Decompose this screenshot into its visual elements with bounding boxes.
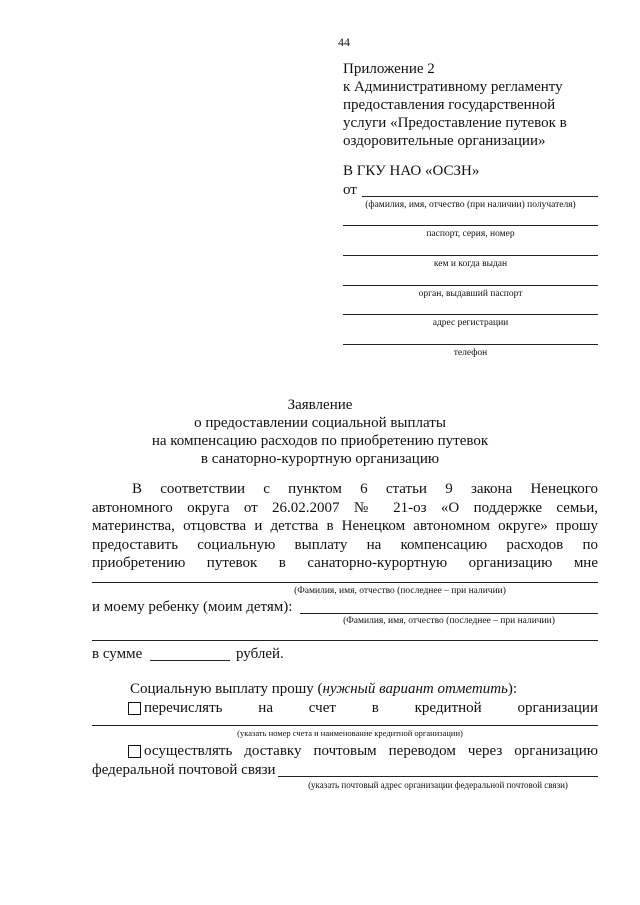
option-bank-label: перечислять на счет в кредитной организации — [144, 700, 598, 716]
title-line: на компенсацию расходов по приобретению путевок — [151, 433, 489, 449]
fio-caption: (фамилия, имя, отчество (при наличии) получателя) — [365, 200, 576, 210]
main-paragraph — [92, 480, 598, 573]
bank-account-caption: (указать номер счета и наименование кредитной организации) — [237, 728, 463, 738]
title-line: о предоставлении социальной выплаты — [194, 415, 446, 431]
paragraph-line: В соответствии с пунктом 6 статьи 9 закона Ненецкого — [132, 481, 598, 497]
paragraph-line: материнства, отцовства и детства в Ненецком автономном округе» прошу — [92, 518, 598, 534]
sum-field-line[interactable] — [150, 660, 230, 661]
recipient-to: В ГКУ НАО «ОСЗН» — [343, 163, 480, 179]
title-line: Заявление — [287, 397, 353, 413]
bank-account-line[interactable] — [92, 725, 598, 726]
child-fio-line[interactable] — [300, 613, 598, 614]
payment-intro-italic: нужный вариант отметить — [322, 681, 508, 697]
appendix-line: оздоровительные организации» — [343, 133, 546, 149]
paragraph-line: приобретению путевок в санаторно-курортную организацию мне — [92, 555, 598, 571]
document-title — [120, 396, 520, 468]
appendix-block — [343, 60, 613, 150]
bank-transfer-checkbox[interactable] — [128, 702, 141, 715]
option-postal-transfer — [128, 743, 598, 760]
applicant-fio-caption: (Фамилия, имя, отчество (последнее – при наличии) — [294, 586, 506, 596]
payment-intro-start: Социальную выплату прошу ( — [130, 681, 323, 697]
passport-caption: паспорт, серия, номер — [426, 229, 515, 239]
title-line: в санаторно-курортную организацию — [200, 451, 440, 467]
address-field-line[interactable] — [343, 314, 598, 315]
paragraph-line: автономного округа от 26.02.2007 № 21-оз «О поддержке семьи, — [92, 499, 598, 516]
option-bank-transfer — [128, 700, 598, 717]
appendix-line: услуги «Предоставление путевок в — [343, 115, 567, 131]
phone-caption: телефон — [453, 348, 488, 358]
page-number: 44 — [338, 35, 350, 49]
address-caption: адрес регистрации — [432, 318, 509, 328]
issued-caption: кем и когда выдан — [433, 259, 508, 269]
postal-address-caption: (указать почтовый адрес организации федеральной почтовой связи) — [308, 780, 568, 790]
sum-unit: рублей. — [236, 646, 284, 662]
appendix-line: предоставления государственной — [343, 97, 556, 113]
child-fio-line-2[interactable] — [92, 640, 598, 641]
payment-intro — [130, 681, 517, 698]
passport-field-line[interactable] — [343, 225, 598, 226]
appendix-line: к Административному регламенту — [343, 79, 563, 95]
authority-field-line[interactable] — [343, 285, 598, 286]
option-postal-label: осуществлять доставку почтовым переводом через организацию — [144, 743, 598, 759]
fio-field-line[interactable] — [362, 196, 598, 197]
postal-transfer-checkbox[interactable] — [128, 745, 141, 758]
paragraph-line: предоставить социальную выплату на компенсацию расходов по — [92, 536, 598, 553]
issued-field-line[interactable] — [343, 255, 598, 256]
payment-intro-end: ): — [507, 681, 518, 697]
phone-field-line[interactable] — [343, 344, 598, 345]
child-label: и моему ребенку (моим детям): — [92, 599, 293, 615]
child-fio-caption: (Фамилия, имя, отчество (последнее – при наличии) — [343, 616, 555, 626]
appendix-line: Приложение 2 — [343, 61, 435, 77]
option-postal-label-2: федеральной почтовой связи — [92, 762, 276, 778]
recipient-from-label: от — [343, 182, 357, 198]
applicant-fio-line[interactable] — [92, 582, 598, 583]
authority-caption: орган, выдавший паспорт — [418, 289, 523, 299]
sum-label: в сумме — [92, 646, 143, 662]
postal-address-line[interactable] — [278, 776, 598, 777]
